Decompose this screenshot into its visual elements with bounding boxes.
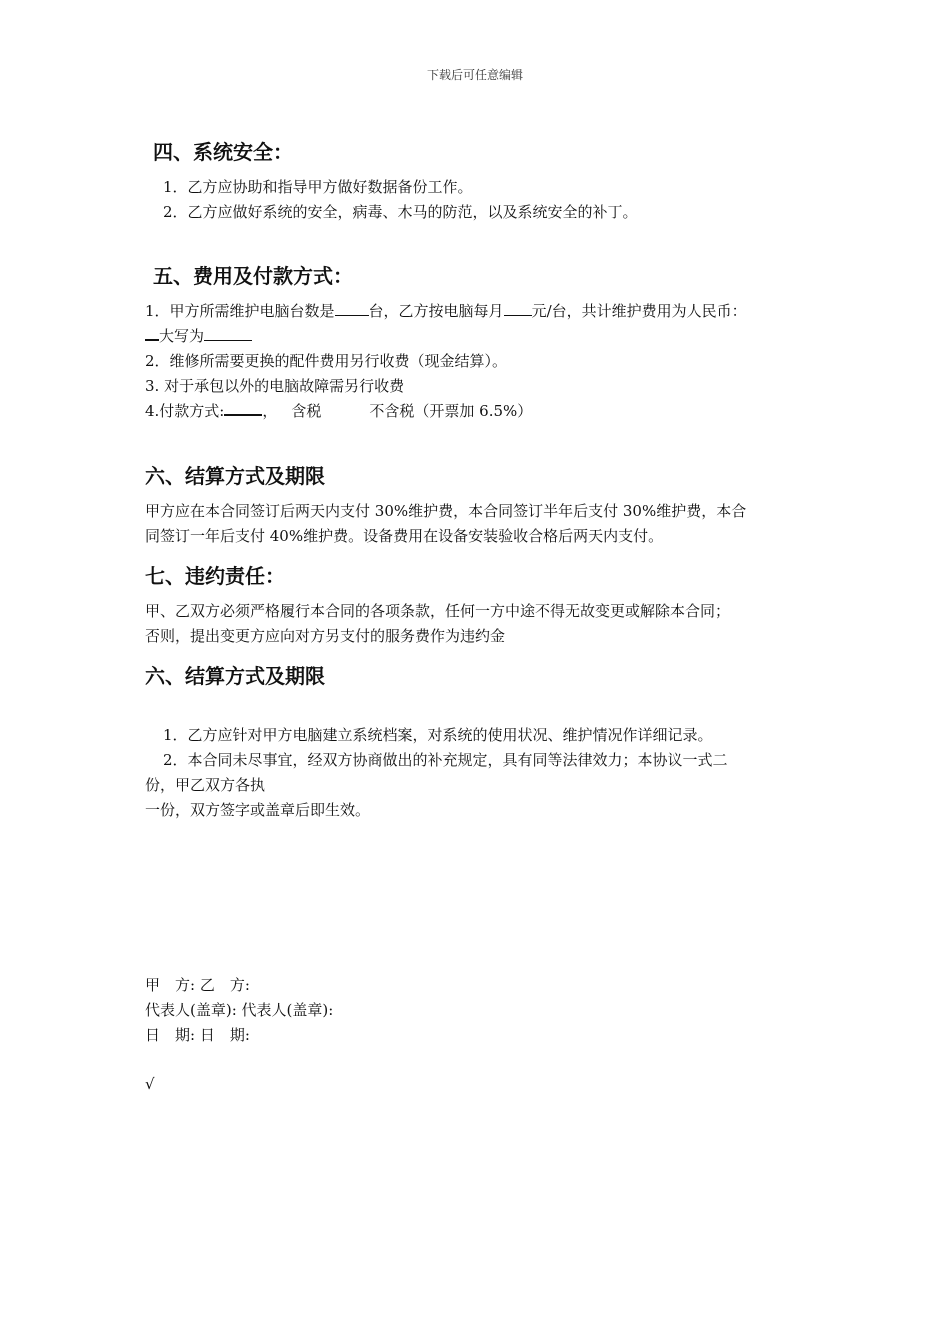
payment-method-label: 4.付款方式: (145, 402, 225, 420)
breach-line-1: 甲、乙双方必须严格履行本合同的各项条款，任何一方中途不得无故变更或解除本合同； (145, 602, 731, 620)
check-mark: √ (145, 1075, 155, 1093)
fees-line-5 (145, 399, 532, 423)
amount-words-blank (204, 326, 252, 341)
settlement-line-2: 同签订一年后支付 40%维护费。设备费用在设备安装验收合格后两天内支付。 (145, 527, 664, 545)
section-heading-fees: 五、费用及付款方式： (153, 264, 353, 288)
security-item-2: 2．乙方应做好系统的安全，病毒、木马的防范，以及系统安全的补丁。 (163, 203, 638, 221)
section-heading-settlement-repeat: 六、结算方式及期限 (145, 664, 325, 688)
breach-line-2: 否则，提出变更方应向对方另支付的服务费作为违约金 (145, 627, 506, 645)
computer-count-blank (335, 301, 369, 316)
amount-blank (145, 325, 159, 341)
section-heading-settlement: 六、结算方式及期限 (145, 464, 325, 488)
settlement-line-1: 甲方应在本合同签订后两天内支付 30%维护费，本合同签订半年后支付 30%维护费，本合 (145, 502, 747, 520)
monthly-fee-blank (504, 301, 532, 316)
other-item-1: 1．乙方应针对甲方电脑建立系统档案，对系统的使用状况、维护情况作详细记录。 (163, 726, 713, 744)
section-heading-security: 四、系统安全： (153, 140, 293, 164)
signature-party-line: 甲 方: 乙 方: (145, 976, 250, 994)
tax-excluded-option: 不含税（开票加 6.5%） (369, 402, 533, 420)
fees-line-1-part-a: 1．甲方所需维护电脑台数是 (145, 302, 335, 320)
payment-comma: ， (262, 402, 278, 420)
fees-line-1-part-b: 台，乙方按电脑每月 (368, 302, 504, 320)
fees-line-3: 2．维修所需要更换的配件费用另行收费（现金结算）。 (145, 352, 508, 370)
section-heading-breach: 七、违约责任： (145, 564, 285, 588)
fees-line-1 (145, 299, 747, 323)
fees-line-4: 3. 对于承包以外的电脑故障需另行收费 (145, 377, 405, 395)
fees-line-2-part-a: 大写为 (159, 327, 205, 345)
other-item-2-end: 一份，双方签字或盖章后即生效。 (145, 801, 371, 819)
fees-line-1-part-c: 元/台，共计维护费用为人民币： (531, 302, 747, 320)
signature-date-line: 日 期: 日 期: (145, 1026, 250, 1044)
other-item-2: 2．本合同未尽事宜，经双方协商做出的补充规定，具有同等法律效力；本协议一式二 (163, 751, 728, 769)
tax-included-option: 含税 (291, 402, 322, 420)
security-item-1: 1．乙方应协助和指导甲方做好数据备份工作。 (163, 178, 473, 196)
signature-representative-line: 代表人(盖章): 代表人(盖章): (145, 1001, 334, 1019)
page-header-note: 下载后可任意编辑 (426, 68, 523, 82)
payment-method-blank (224, 400, 262, 416)
fees-line-2 (145, 324, 252, 348)
other-item-2-cont: 份，甲乙双方各执 (145, 776, 266, 794)
